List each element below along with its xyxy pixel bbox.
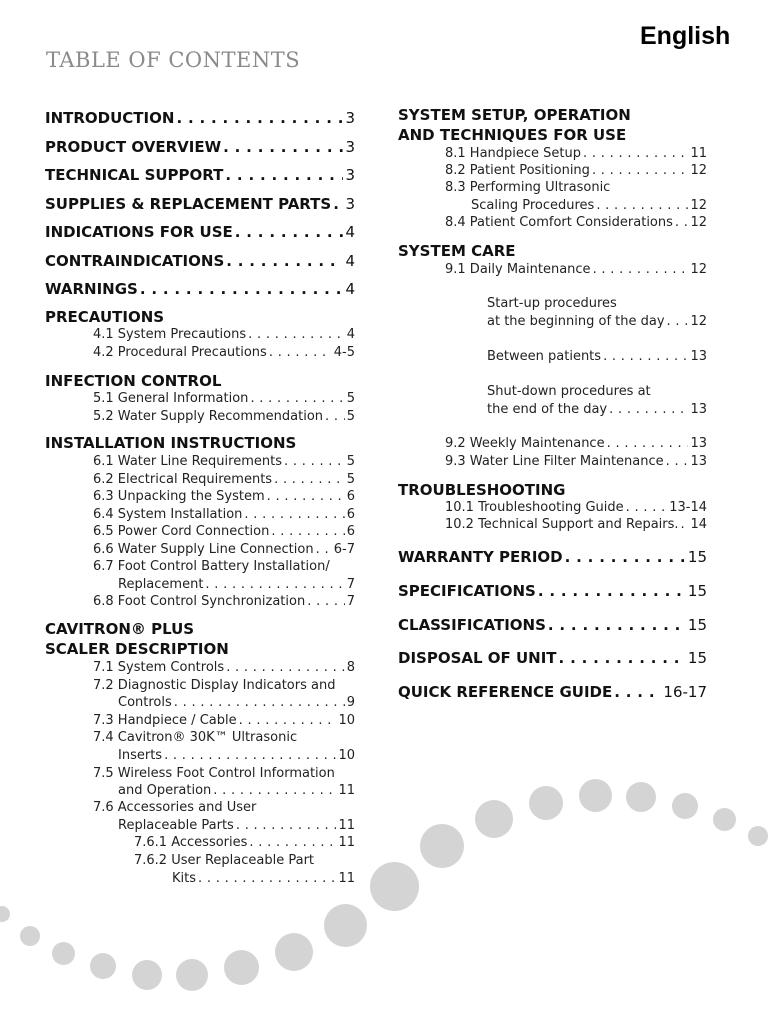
toc-entry-label: Kits: [172, 871, 197, 886]
toc-entry-label: and Operation: [118, 783, 212, 798]
toc-entry-page: 7: [346, 594, 355, 609]
toc-subentry-label[interactable]: 7.4 Cavitron® 30K™ Ultrasonic: [93, 730, 298, 745]
toc-subentry-label[interactable]: 7.5 Wireless Foot Control Information: [93, 766, 335, 781]
toc-subentry[interactable]: [93, 524, 355, 539]
leader-dots: [325, 409, 345, 424]
decorative-dot: [748, 826, 768, 846]
leader-dots: [176, 109, 343, 127]
toc-entry-classifications[interactable]: [398, 616, 707, 634]
section-heading-cavitron-line1[interactable]: CAVITRON® PLUS: [45, 620, 195, 638]
toc-entry-page: 10: [338, 748, 355, 763]
leader-dots: [626, 500, 668, 515]
toc-subentry[interactable]: [445, 215, 707, 230]
leader-dots: [667, 314, 689, 329]
leader-dots: [205, 577, 344, 592]
decorative-dot: [90, 953, 116, 979]
leader-dots: [592, 163, 689, 178]
toc-subentry[interactable]: [93, 660, 355, 675]
toc-entry-label: 8.4 Patient Comfort Considerations: [445, 215, 673, 230]
toc-subentry-label[interactable]: 6.7 Foot Control Battery Installation/: [93, 559, 330, 574]
toc-entry-page: 15: [687, 582, 707, 600]
toc-entry-page: 11: [338, 835, 355, 850]
leader-dots: [596, 198, 688, 213]
toc-entry-page: 3: [345, 166, 355, 184]
toc-entry-page: 5: [346, 454, 355, 469]
toc-entry-label: Between patients: [487, 349, 602, 364]
toc-entry-page: 6: [346, 489, 355, 504]
leader-dots: [316, 542, 332, 557]
decorative-dot: [529, 786, 563, 820]
leader-dots: [583, 146, 688, 161]
leader-dots: [675, 215, 689, 230]
leader-dots: [681, 517, 689, 532]
toc-entry-specifications[interactable]: [398, 582, 707, 600]
toc-entry-page: 3: [345, 138, 355, 156]
toc-subentry-continuation[interactable]: [172, 871, 355, 886]
leader-dots: [666, 454, 689, 469]
toc-subentry-label[interactable]: Shut-down procedures at: [487, 384, 651, 399]
toc-entry-page: 15: [687, 548, 707, 566]
toc-entry-label: 10.2 Technical Support and Repairs.: [445, 517, 679, 532]
toc-entry-label: WARRANTY PERIOD: [398, 548, 563, 566]
toc-subentry-label[interactable]: 7.6.2 User Replaceable Part: [134, 853, 315, 868]
toc-entry-page: 8: [346, 660, 355, 675]
toc-entry-page: 11: [338, 818, 355, 833]
toc-entry-page: 4: [345, 280, 355, 298]
toc-subentry[interactable]: [93, 594, 355, 609]
toc-entry-page: 13: [690, 402, 707, 417]
toc-entry-page: 16-17: [663, 683, 707, 701]
toc-subentry[interactable]: [93, 409, 355, 424]
toc-entry-label: Controls: [118, 695, 172, 710]
section-heading-setup-line1[interactable]: SYSTEM SETUP, OPERATION: [398, 106, 631, 124]
toc-entry-technical-support[interactable]: [45, 166, 355, 184]
toc-subentry-label[interactable]: 8.3 Performing Ultrasonic: [445, 180, 611, 195]
toc-entry-page: 5: [346, 409, 355, 424]
toc-entry-page: 4-5: [333, 345, 355, 360]
toc-entry-label: Replaceable Parts: [118, 818, 234, 833]
toc-entry-label: 7.1 System Controls: [93, 660, 225, 675]
leader-dots: [614, 683, 661, 701]
toc-subentry[interactable]: [445, 436, 707, 451]
toc-entry-label: 6.1 Water Line Requirements: [93, 454, 282, 469]
toc-entry-contraindications[interactable]: [45, 252, 355, 270]
toc-entry-disposal[interactable]: [398, 649, 707, 667]
leader-dots: [274, 472, 345, 487]
leader-dots: [223, 138, 343, 156]
toc-entry-label: 9.2 Weekly Maintenance: [445, 436, 605, 451]
toc-subentry-continuation[interactable]: [118, 818, 355, 833]
toc-subentry[interactable]: [93, 507, 355, 522]
leader-dots: [593, 262, 689, 277]
toc-subentry[interactable]: [445, 262, 707, 277]
leader-dots: [250, 391, 344, 406]
toc-entry-warnings[interactable]: [45, 280, 355, 298]
leader-dots: [239, 713, 337, 728]
toc-entry-quick-reference[interactable]: [398, 683, 707, 701]
toc-entry-label: INTRODUCTION: [45, 109, 175, 127]
decorative-dot: [713, 808, 736, 831]
toc-subentry-continuation[interactable]: [118, 577, 355, 592]
leader-dots: [269, 345, 332, 360]
leader-dots: [333, 195, 343, 213]
leader-dots: [284, 454, 345, 469]
decorative-dot: [672, 793, 698, 819]
toc-entry-page: 13: [690, 436, 707, 451]
leader-dots: [198, 871, 336, 886]
decorative-dot: [626, 782, 656, 812]
toc-entry-page: 12: [690, 215, 707, 230]
toc-subentry[interactable]: [487, 349, 707, 364]
toc-entry-label: Replacement: [118, 577, 204, 592]
toc-subentry[interactable]: [93, 489, 355, 504]
decorative-dot: [52, 942, 75, 965]
toc-entry-indications[interactable]: [45, 223, 355, 241]
section-heading-troubleshooting[interactable]: TROUBLESHOOTING: [398, 481, 566, 499]
toc-entry-label: SUPPLIES & REPLACEMENT PARTS: [45, 195, 332, 213]
toc-entry-label: at the beginning of the day: [487, 314, 665, 329]
toc-entry-page: 10: [338, 713, 355, 728]
toc-subentry-label[interactable]: 7.2 Diagnostic Display Indicators and: [93, 678, 336, 693]
leader-dots: [548, 616, 686, 634]
toc-entry-page: 12: [690, 163, 707, 178]
toc-entry-label: 7.3 Handpiece / Cable: [93, 713, 237, 728]
decorative-dot: [0, 906, 10, 922]
toc-subentry[interactable]: [445, 146, 707, 161]
leader-dots: [307, 594, 345, 609]
toc-entry-page: 12: [690, 262, 707, 277]
toc-entry-page: 3: [345, 109, 355, 127]
leader-dots: [538, 582, 686, 600]
toc-subentry[interactable]: [93, 542, 355, 557]
section-heading-setup-line2[interactable]: AND TECHNIQUES FOR USE: [398, 126, 627, 144]
toc-subentry[interactable]: [134, 835, 355, 850]
toc-entry-label: CONTRAINDICATIONS: [45, 252, 225, 270]
decorative-dot: [579, 779, 612, 812]
toc-entry-label: TECHNICAL SUPPORT: [45, 166, 224, 184]
toc-entry-label: CLASSIFICATIONS: [398, 616, 546, 634]
decorative-dot: [324, 904, 367, 947]
toc-entry-label: 6.6 Water Supply Line Connection: [93, 542, 314, 557]
toc-entry-label: 9.1 Daily Maintenance: [445, 262, 591, 277]
toc-entry-label: INDICATIONS FOR USE: [45, 223, 233, 241]
leader-dots: [174, 695, 345, 710]
toc-entry-label: 6.3 Unpacking the System: [93, 489, 265, 504]
toc-entry-label: 6.8 Foot Control Synchronization: [93, 594, 306, 609]
decorative-dot: [20, 926, 40, 946]
toc-entry-label: 5.2 Water Supply Recommendation: [93, 409, 324, 424]
toc-subentry[interactable]: [93, 454, 355, 469]
toc-subentry-label[interactable]: Start-up procedures: [487, 296, 617, 311]
toc-entry-warranty[interactable]: [398, 548, 707, 566]
decorative-dot: [420, 824, 464, 868]
section-heading-cavitron-line2[interactable]: SCALER DESCRIPTION: [45, 640, 229, 658]
toc-entry-label: 6.5 Power Cord Connection: [93, 524, 270, 539]
toc-subentry[interactable]: [93, 391, 355, 406]
toc-entry-label: 9.3 Water Line Filter Maintenance: [445, 454, 664, 469]
toc-subentry[interactable]: [93, 713, 355, 728]
leader-dots: [607, 436, 689, 451]
toc-entry-product-overview[interactable]: [45, 138, 355, 156]
toc-subentry[interactable]: [445, 517, 707, 532]
leader-dots: [140, 280, 344, 298]
toc-entry-label: 6.2 Electrical Requirements: [93, 472, 273, 487]
toc-entry-label: 4.2 Procedural Precautions: [93, 345, 267, 360]
toc-entry-introduction[interactable]: [45, 109, 355, 127]
toc-entry-label: the end of the day: [487, 402, 608, 417]
toc-entry-label: 5.1 General Information: [93, 391, 249, 406]
toc-entry-page: 7: [346, 577, 355, 592]
toc-entry-label: 8.2 Patient Positioning: [445, 163, 590, 178]
toc-entry-label: 4.1 System Precautions: [93, 327, 247, 342]
toc-entry-page: 6: [346, 524, 355, 539]
toc-subentry[interactable]: [93, 345, 355, 360]
toc-entry-page: 6-7: [333, 542, 355, 557]
toc-subentry-continuation[interactable]: [487, 402, 707, 417]
leader-dots: [164, 748, 336, 763]
toc-subentry[interactable]: [445, 454, 707, 469]
toc-entry-page: 5: [346, 391, 355, 406]
toc-entry-page: 11: [338, 783, 355, 798]
toc-entry-page: 15: [687, 649, 707, 667]
leader-dots: [249, 835, 336, 850]
toc-entry-page: 4: [345, 252, 355, 270]
section-heading-system-care[interactable]: SYSTEM CARE: [398, 242, 516, 260]
toc-entry-page: 4: [345, 223, 355, 241]
toc-entry-page: 13: [690, 454, 707, 469]
section-heading-precautions[interactable]: PRECAUTIONS: [45, 308, 165, 326]
decorative-dot: [275, 933, 313, 971]
leader-dots: [559, 649, 686, 667]
toc-entry-page: 12: [690, 314, 707, 329]
toc-subentry-continuation[interactable]: [118, 695, 355, 710]
toc-entry-page: 14: [690, 517, 707, 532]
toc-entry-page: 13: [690, 349, 707, 364]
toc-entry-label: 8.1 Handpiece Setup: [445, 146, 582, 161]
language-label: English: [640, 22, 731, 50]
toc-entry-label: SPECIFICATIONS: [398, 582, 536, 600]
leader-dots: [267, 489, 345, 504]
toc-entry-page: 11: [690, 146, 707, 161]
toc-entry-label: QUICK REFERENCE GUIDE: [398, 683, 613, 701]
decorative-dot: [370, 862, 419, 911]
decorative-dot: [224, 950, 259, 985]
toc-entry-page: 6: [346, 507, 355, 522]
leader-dots: [603, 349, 688, 364]
toc-subentry[interactable]: [445, 500, 707, 515]
toc-entry-page: 5: [346, 472, 355, 487]
leader-dots: [565, 548, 686, 566]
leader-dots: [244, 507, 344, 522]
toc-entry-label: Scaling Procedures: [471, 198, 595, 213]
toc-subentry[interactable]: [93, 327, 355, 342]
decorative-dot: [176, 959, 208, 991]
leader-dots: [226, 252, 343, 270]
toc-subentry-label[interactable]: 7.6 Accessories and User: [93, 800, 257, 815]
toc-subentry-continuation[interactable]: [118, 748, 355, 763]
toc-entry-page: 11: [338, 871, 355, 886]
toc-entry-page: 13-14: [669, 500, 707, 515]
toc-entry-label: 7.6.1 Accessories: [134, 835, 248, 850]
leader-dots: [226, 660, 345, 675]
leader-dots: [225, 166, 343, 184]
toc-subentry-continuation[interactable]: [487, 314, 707, 329]
toc-entry-page: 12: [690, 198, 707, 213]
toc-entry-page: 4: [346, 327, 355, 342]
leader-dots: [236, 818, 337, 833]
toc-subentry[interactable]: [93, 472, 355, 487]
leader-dots: [248, 327, 345, 342]
page-title: TABLE OF CONTENTS: [46, 48, 301, 72]
decorative-dot: [475, 800, 513, 838]
toc-entry-page: 3: [345, 195, 355, 213]
section-heading-infection-control[interactable]: INFECTION CONTROL: [45, 372, 222, 390]
toc-entry-label: PRODUCT OVERVIEW: [45, 138, 222, 156]
toc-entry-label: 6.4 System Installation: [93, 507, 243, 522]
toc-entry-label: DISPOSAL OF UNIT: [398, 649, 557, 667]
leader-dots: [609, 402, 688, 417]
toc-entry-supplies[interactable]: [45, 195, 355, 213]
toc-entry-page: 9: [346, 695, 355, 710]
toc-entry-label: WARNINGS: [45, 280, 138, 298]
toc-subentry[interactable]: [445, 163, 707, 178]
toc-entry-label: 10.1 Troubleshooting Guide: [445, 500, 624, 515]
section-heading-installation[interactable]: INSTALLATION INSTRUCTIONS: [45, 434, 297, 452]
decorative-dot: [132, 960, 162, 990]
leader-dots: [213, 783, 336, 798]
toc-entry-page: 15: [687, 616, 707, 634]
toc-subentry-continuation[interactable]: [118, 783, 355, 798]
leader-dots: [271, 524, 344, 539]
leader-dots: [235, 223, 344, 241]
toc-entry-label: Inserts: [118, 748, 163, 763]
toc-subentry-continuation[interactable]: [471, 198, 707, 213]
